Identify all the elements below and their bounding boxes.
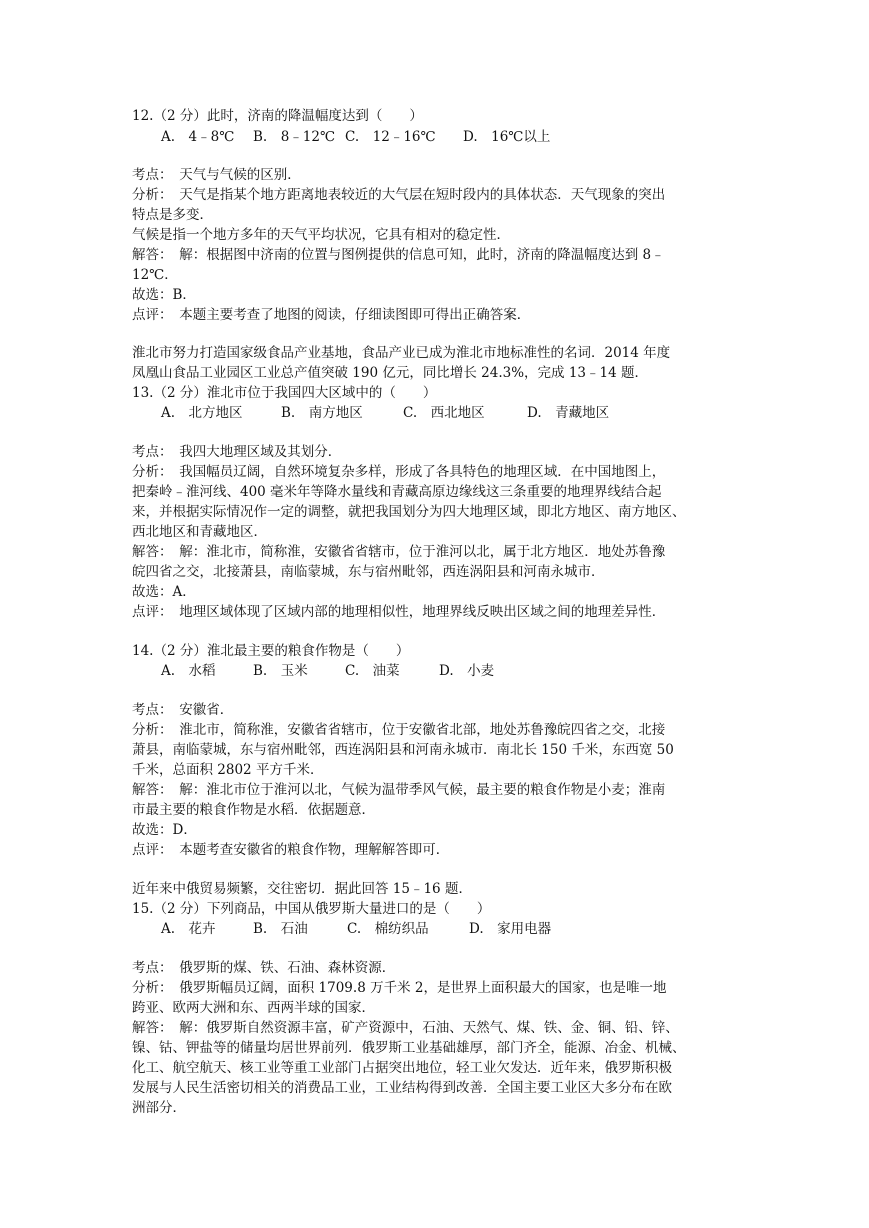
q13-jieda <box>132 542 665 562</box>
fenxi-text: 天气是指某个地方距离地表较近的大气层在短时段内的具体状态．天气现象的突出 <box>179 187 666 203</box>
q14-answer: 故选：D． <box>132 822 197 838</box>
q12-fenxi-2: 特点是多变． <box>132 207 213 223</box>
fenxi-text: 我国幅员辽阔，自然环境复杂多样，形成了各具特色的地理区域．在中国地图上， <box>179 464 666 480</box>
q15-jieda-4: 发展与人民生活密切相关的消费品工业，工业结构得到改善．全国主要工业区大多分布在欧 <box>132 1080 672 1096</box>
q14-jieda-2: 市最主要的粮食作物是水稻．依据题意． <box>132 802 375 818</box>
q13-stem: 13.（2 分）淮北市位于我国四大区域中的（ ） <box>132 385 437 401</box>
q14-stem: 14.（2 分）淮北最主要的粮食作物是（ ） <box>132 643 410 659</box>
q12-option-d: D. 16℃以上 <box>463 129 551 145</box>
q13-kaodian <box>132 442 341 462</box>
q15-stem: 15.（2 分）下列商品，中国从俄罗斯大量进口的是（ ） <box>132 901 491 917</box>
kaodian-label: 考点： <box>132 167 166 183</box>
q15-fenxi-2: 跨亚、欧两大洲和东、西两半球的国家． <box>132 1000 375 1016</box>
q12-fenxi <box>132 185 665 205</box>
q14-option-c: C. 油菜 <box>345 663 400 679</box>
q14-dianping <box>132 840 449 860</box>
q14-fenxi-2: 萧县，南临蒙城，东与宿州毗邻，西连涡阳县和河南永城市．南北长 150 千米，东西宽 50 <box>132 742 674 758</box>
q13-answer: 故选：A． <box>132 584 196 600</box>
q12-option-c: C. 12﹣16℃ <box>345 129 436 145</box>
q12-option-a: A. 4﹣8℃ <box>161 129 235 145</box>
dianping-text: 本题考查安徽省的粮食作物，理解解答即可． <box>179 842 450 858</box>
jieda-label: 解答： <box>132 544 166 560</box>
q12-fenxi-3: 气候是指一个地方多年的天气平均状况，它具有相对的稳定性． <box>132 227 510 243</box>
jieda-label: 解答： <box>132 247 166 263</box>
q12-stem: 12.（2 分）此时，济南的降温幅度达到（ ） <box>132 108 423 124</box>
q14-option-b: B. 玉米 <box>253 663 308 679</box>
jieda-label: 解答： <box>132 1020 166 1036</box>
q14-jieda <box>132 780 665 800</box>
q12-kaodian <box>132 165 301 185</box>
q13-option-b: B. 南方地区 <box>281 405 363 421</box>
q13-jieda-2: 皖四省之交，北接萧县，南临蒙城，东与宿州毗邻，西连涡阳县和河南永城市． <box>132 564 605 580</box>
q15-option-c: C. 棉纺织品 <box>347 921 429 937</box>
q13-option-a: A. 北方地区 <box>161 405 243 421</box>
q13-fenxi-4: 西北地区和青藏地区． <box>132 524 267 540</box>
q12-option-b: B. 8﹣12℃ <box>253 129 336 145</box>
q15-option-a: A. 花卉 <box>161 921 216 937</box>
q15-jieda-5: 洲部分． <box>132 1100 186 1116</box>
q14-option-d: D. 小麦 <box>439 663 495 679</box>
q15-jieda <box>132 1018 679 1038</box>
fenxi-label: 分析： <box>132 722 166 738</box>
jieda-text: 解：淮北市，简称淮，安徽省省辖市，位于淮河以北，属于北方地区．地处苏鲁豫 <box>179 544 666 560</box>
q15-option-d: D. 家用电器 <box>469 921 552 937</box>
fenxi-label: 分析： <box>132 187 166 203</box>
kaodian-text: 俄罗斯的煤、铁、石油、森林资源． <box>179 960 396 976</box>
intro-13-14-line-2: 凤凰山食品工业园区工业总产值突破 190 亿元，同比增长 24.3%，完成 13﹣14 题． <box>132 365 648 381</box>
kaodian-text: 天气与气候的区别． <box>179 167 301 183</box>
q13-fenxi-3: 来，并根据实际情况作一定的调整，就把我国划分为四大地理区域，即北方地区、南方地区、 <box>132 504 686 520</box>
q12-jieda-2: 12℃． <box>132 267 178 283</box>
q14-option-a: A. 水稻 <box>161 663 216 679</box>
fenxi-text: 俄罗斯幅员辽阔，面积 1709.8 万千米 2，是世界上面积最大的国家，也是唯一地 <box>179 980 667 996</box>
fenxi-text: 淮北市，简称淮，安徽省省辖市，位于安徽省北部，地处苏鲁豫皖四省之交，北接 <box>179 722 666 738</box>
dianping-text: 本题主要考查了地图的阅读，仔细读图即可得出正确答案． <box>179 307 531 323</box>
intro-15-16: 近年来中俄贸易频繁，交往密切．据此回答 15﹣16 题． <box>132 881 472 897</box>
jieda-text: 解：根据图中济南的位置与图例提供的信息可知，此时，济南的降温幅度达到 8﹣ <box>179 247 665 263</box>
jieda-text: 解：淮北市位于淮河以北，气候为温带季风气候，最主要的粮食作物是小麦；淮南 <box>179 782 666 798</box>
q12-dianping <box>132 305 530 325</box>
jieda-text: 解：俄罗斯自然资源丰富，矿产资源中，石油、天然气、煤、铁、金、铜、铅、锌、 <box>179 1020 679 1036</box>
q12-options <box>161 127 550 147</box>
q13-option-d: D. 青藏地区 <box>527 405 610 421</box>
q12-answer: 故选：B． <box>132 287 196 303</box>
q15-jieda-2: 镍、钴、钾盐等的储量均居世界前列．俄罗斯工业基础雄厚，部门齐全，能源、冶金、机械、 <box>132 1040 686 1056</box>
dianping-label: 点评： <box>132 307 166 323</box>
q14-fenxi-3: 千米，总面积 2802 平方千米． <box>132 762 324 778</box>
q12-jieda <box>132 245 665 265</box>
kaodian-label: 考点： <box>132 960 166 976</box>
q15-jieda-3: 化工、航空航天、核工业等重工业部门占据突出地位，轻工业欠发达．近年来，俄罗斯积极 <box>132 1060 672 1076</box>
intro-13-14-line-1: 淮北市努力打造国家级食品产业基地，食品产业已成为淮北市地标准性的名词．2014 年度 <box>132 345 671 361</box>
q15-kaodian <box>132 958 395 978</box>
kaodian-label: 考点： <box>132 702 166 718</box>
kaodian-label: 考点： <box>132 444 166 460</box>
kaodian-text: 安徽省． <box>179 702 234 718</box>
q15-options <box>161 919 551 939</box>
q14-options <box>161 661 494 681</box>
q13-dianping <box>132 602 665 622</box>
q15-fenxi <box>132 978 666 998</box>
q13-fenxi-2: 把秦岭﹣淮河线、400 毫米年等降水量线和青藏高原边缘线这三条重要的地理界线结合起 <box>132 484 662 500</box>
q13-option-c: C. 西北地区 <box>403 405 485 421</box>
kaodian-text: 我四大地理区域及其划分． <box>179 444 342 460</box>
q14-kaodian <box>132 700 233 720</box>
dianping-label: 点评： <box>132 842 166 858</box>
fenxi-label: 分析： <box>132 980 166 996</box>
q13-options <box>161 403 609 423</box>
fenxi-label: 分析： <box>132 464 166 480</box>
dianping-label: 点评： <box>132 604 166 620</box>
q14-fenxi <box>132 720 665 740</box>
dianping-text: 地理区域体现了区域内部的地理相似性，地理界线反映出区域之间的地理差异性． <box>179 604 666 620</box>
jieda-label: 解答： <box>132 782 166 798</box>
q15-option-b: B. 石油 <box>253 921 308 937</box>
q13-fenxi <box>132 462 665 482</box>
